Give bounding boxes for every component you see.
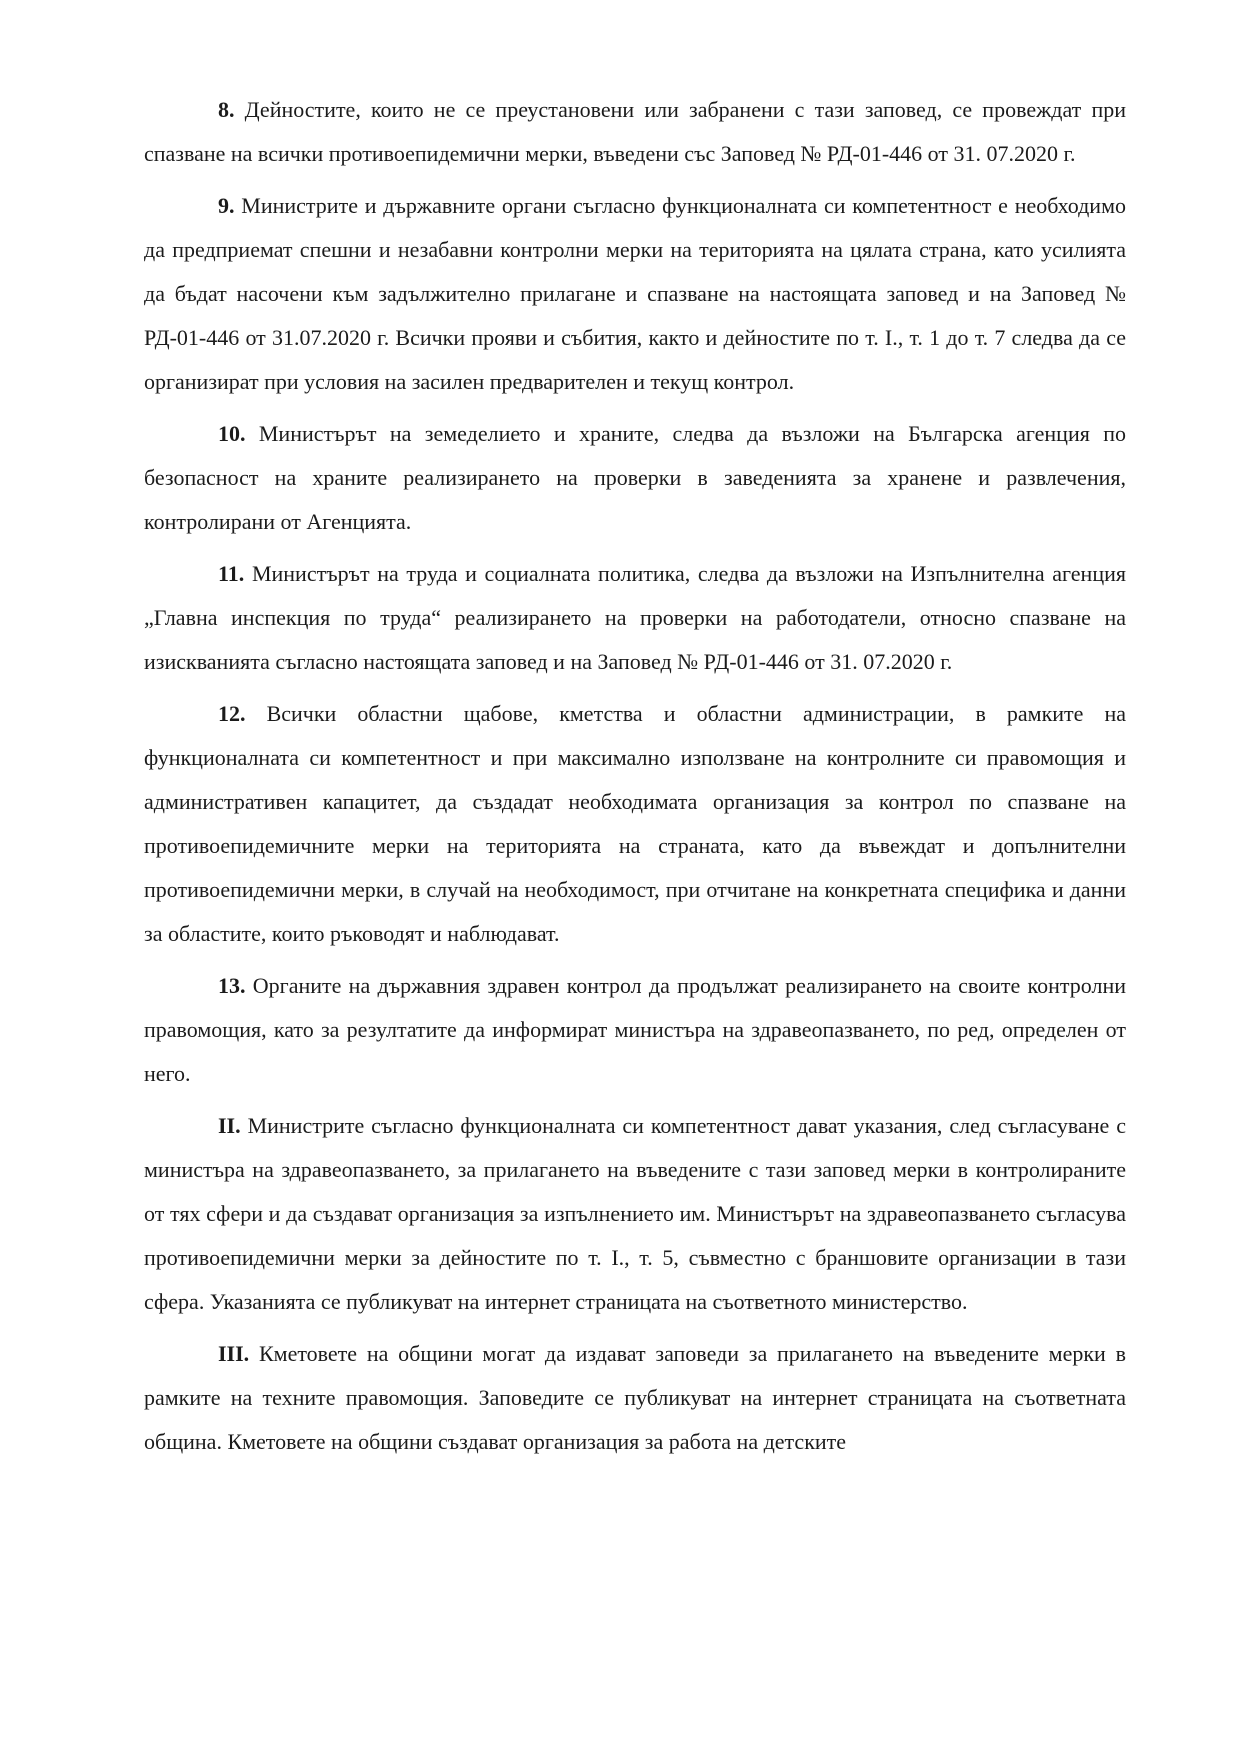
paragraph-text: Министърът на земеделието и храните, следва да възложи на Българска агенция по безопасност на храните реализирането на проверки в заведенията за хранене и развлечения, контролирани от Агенцията. (144, 421, 1126, 534)
paragraph-text: Министърът на труда и социалната политика, следва да възложи на Изпълнителна агенция „Главна инспекция по труда“ реализирането на проверки на работодатели, относно спазване на изискванията съгласно настоящата заповед и на Заповед № РД-01-446 от 31. 07.2020 г. (144, 561, 1126, 674)
paragraph-number: 11. (218, 561, 245, 586)
section-number: III. (218, 1341, 250, 1366)
section-number: II. (218, 1113, 241, 1138)
section-text: Министрите съгласно функционалната си компетентност дават указания, след съгласуване с министъра на здравеопазването, за прилагането на въведените с тази заповед мерки в контролираните от тях сфери и да създават организация за изпълнението им. Министърът на здравеопазването съгласува противоепидемични мерки за дейностите по т. I., т. 5, съвместно с браншовите организации в тази сфера. Указанията се публикуват на интернет страницата на съответното министерство. (144, 1113, 1127, 1314)
paragraph-8 (144, 88, 1126, 176)
paragraph-number: 12. (218, 701, 246, 726)
paragraph-9 (144, 184, 1126, 404)
section-ii (144, 1104, 1126, 1324)
paragraph-number: 10. (218, 421, 246, 446)
paragraph-text: Всички областни щабове, кметства и областни администрации, в рамките на функционалната си компетентност и при максимално използване на контролните си правомощия и административен капацитет, да създадат необходимата организация за контрол по спазване на противоепидемичните мерки на територията на страната, като да въвеждат и допълнителни противоепидемични мерки, в случай на необходимост, при отчитане на конкретната специфика и данни за областите, които ръководят и наблюдават. (144, 701, 1127, 946)
paragraph-13 (144, 964, 1126, 1096)
paragraph-text: Министрите и държавните органи съгласно функционалната си компетентност е необходимо да предприемат спешни и незабавни контролни мерки на територията на цялата страна, като усилията да бъдат насочени към задължително прилагане и спазване на настоящата заповед и на Заповед № РД-01-446 от 31.07.2020 г. Всички прояви и събития, както и дейностите по т. I., т. 1 до т. 7 следва да се организират при условия на засилен предварителен и текущ контрол. (144, 193, 1126, 394)
paragraph-number: 8. (218, 97, 235, 122)
paragraph-text: Органите на държавния здравен контрол да продължат реализирането на своите контролни правомощия, като за резултатите да информират министъра на здравеопазването, по ред, определен от него. (144, 973, 1127, 1086)
paragraph-text: Дейностите, които не се преустановени или забранени с тази заповед, се провеждат при спазване на всички противоепидемични мерки, въведени със Заповед № РД-01-446 от 31. 07.2020 г. (144, 97, 1126, 166)
paragraph-11 (144, 552, 1126, 684)
paragraph-12 (144, 692, 1126, 956)
paragraph-number: 13. (218, 973, 246, 998)
paragraph-number: 9. (218, 193, 235, 218)
document-body (144, 88, 1126, 1472)
section-iii (144, 1332, 1126, 1464)
section-text: Кметовете на общини могат да издават заповеди за прилагането на въведените мерки в рамките на техните правомощия. Заповедите се публикуват на интернет страницата на съответната община. Кметовете на общини създават организация за работа на детските (144, 1341, 1126, 1454)
paragraph-10 (144, 412, 1126, 544)
